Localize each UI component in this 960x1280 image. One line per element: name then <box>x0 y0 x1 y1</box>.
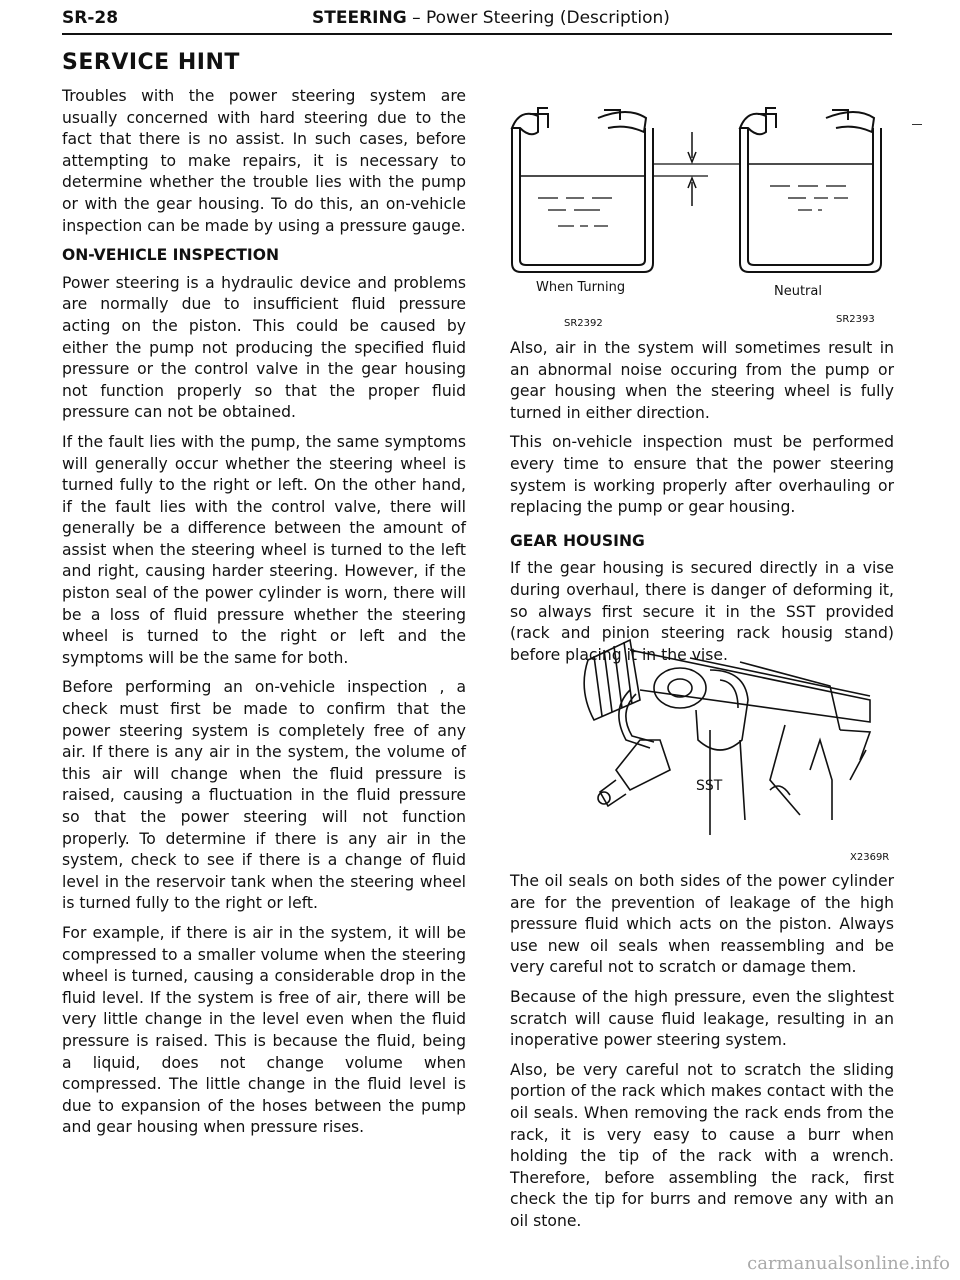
reservoir-tank-neutral <box>740 128 881 272</box>
paragraph: Also, be very careful not to scratch the sliding portion of the rack which makes contact with the oil seals. When removing the rack ends from the rack, it is very easy to cause a burr when holding the tip of the rack with a wrench. Therefore, before assembling the rack, first check the tip for burrs and remove any with an oil stone. <box>510 1060 894 1230</box>
section-heading: GEAR HOUSING <box>510 531 645 550</box>
figure-code: X2369R <box>850 852 890 863</box>
left-column <box>62 86 466 1147</box>
page-title: SERVICE HINT <box>62 50 240 75</box>
gear-housing-figure <box>570 630 890 845</box>
paragraph: For example, if there is air in the system, it will be compressed to a smaller volume when the steering wheel is turned, causing a considerable drop in the fluid level. If the system is free of air, there will be very little change in the level even when the fluid pressure is raised. This is because the fluid, being a liquid, does not change volume when compressed. The little change in the fluid level is due to expansion of the hoses between the pump and gear housing when pressure rises. <box>62 923 466 1137</box>
paragraph: This on-vehicle inspection must be performed every time to ensure that the power steering system is working properly after overhauling or replacing the pump or gear housing. <box>510 433 894 517</box>
paragraph: If the fault lies with the pump, the same symptoms will generally occur whether the steering wheel is turned fully to the right or left. On the other hand, if the fault lies with the control valve, there will generally be a difference between the amount of assist when the steering wheel is turned to the left and right, causing harder steering. However, if the piston seal of the power cylinder is worn, there will be a loss of fluid pressure whether the steering wheel is turned to the right or left and the symptoms will be the same for both. <box>62 432 466 667</box>
paragraph: Power steering is a hydraulic device and problems are normally due to insufficient fluid pressure acting on the piston. This could be caused by either the pump not producing the specified fluid pressure or the control valve in the gear housing not function properly so that the proper fluid pressure can not be obtained. <box>62 273 466 422</box>
header-rule <box>62 33 892 35</box>
paragraph: Before performing an on-vehicle inspection , a check must first be made to confirm that the power steering system is completely free of any air. If there is any air in the system, the volume of this air will change when the fluid pressure is raised, causing a fluctuation in the fluid pressure so that the power steering will not function properly. To determine if there is any air in the system, check to see if there is a change of fluid level in the reservoir tank when the steering wheel is turned fully to the right or left. <box>62 678 466 913</box>
margin-mark <box>912 124 922 125</box>
section-name: STEERING <box>312 8 407 28</box>
caption-neutral: Neutral <box>774 284 822 299</box>
reservoir-figure <box>508 98 888 283</box>
watermark: carmanualsonline.info <box>747 1253 950 1274</box>
sst-label: SST <box>696 778 723 794</box>
right-column-top <box>510 338 894 674</box>
figure-code-right: SR2393 <box>836 314 875 325</box>
paragraph: If the gear housing is secured directly in a vise during overhaul, there is danger of deforming it, so always first secure it in the SST provided (rack and pinion steering rack housig stand) before placing it in the vise. <box>510 559 894 664</box>
page-header <box>62 4 892 30</box>
paragraph: Troubles with the power steering system are usually concerned with hard steering due to the fact that there is no assist. In such cases, before attempting to make repairs, it is necessary to determine whether the trouble lies with the pump or with the gear housing. To do this, an on-vehicle inspection can be made by using a pressure gauge. <box>62 87 466 235</box>
page-header-title <box>312 8 670 28</box>
paragraph: The oil seals on both sides of the power cylinder are for the prevention of leakage of the high pressure fluid which acts on the piston. Always use new oil seals when reassembling and be very careful not to scratch or damage them. <box>510 872 894 977</box>
section-subtitle: – Power Steering (Description) <box>412 8 670 28</box>
page-code: SR-28 <box>62 8 119 28</box>
paragraph: Also, air in the system will sometimes result in an abnormal noise occuring from the pump or gear housing when the steering wheel is fully turned in either direction. <box>510 339 894 422</box>
figure-code-left: SR2392 <box>564 318 603 329</box>
paragraph: Because of the high pressure, even the slightest scratch will cause fluid leakage, resulting in an inoperative power steering system. <box>510 987 894 1050</box>
reservoir-tank-turning <box>512 128 653 272</box>
caption-when-turning: When Turning <box>536 280 626 295</box>
section-heading: ON-VEHICLE INSPECTION <box>62 246 280 265</box>
right-column-bottom <box>510 871 894 1241</box>
